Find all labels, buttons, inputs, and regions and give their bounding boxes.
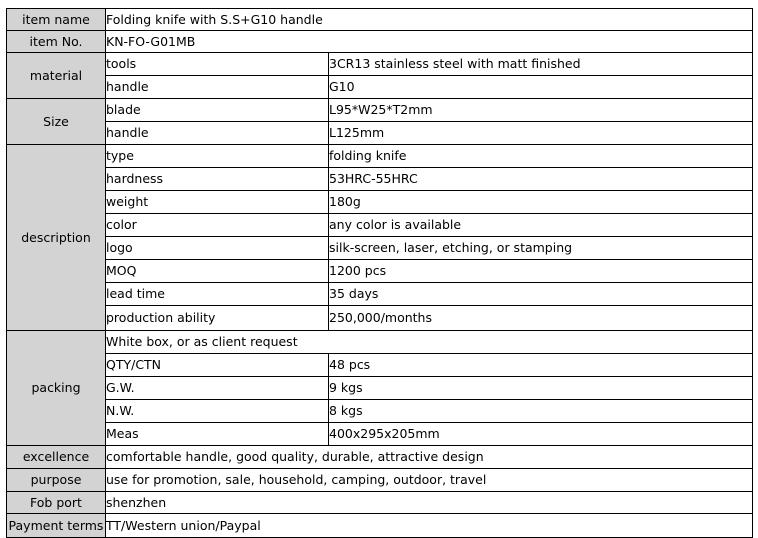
row-item-no [7,31,753,53]
row-packing-nw [7,400,753,423]
row-description-color [7,214,753,237]
row-description-production-ability [7,306,753,331]
item-no-label: item No. [7,31,106,53]
item-no-value: KN-FO-G01MB [106,31,753,53]
row-size-blade [7,99,753,122]
packing-key: N.W. [106,400,329,423]
row-fob-port [7,492,753,514]
description-key: lead time [106,283,329,306]
description-key: type [106,145,329,168]
row-item-name [7,9,753,31]
description-value: 250,000/months [329,306,753,331]
payment-terms-label: Payment terms [7,514,106,538]
row-description-hardness [7,168,753,191]
size-key: blade [106,99,329,122]
description-value: 180g [329,191,753,214]
packing-note: White box, or as client request [106,331,753,354]
fob-port-value: shenzhen [106,492,753,514]
row-material-handle [7,76,753,99]
product-spec-table [6,8,753,538]
packing-value: 48 pcs [329,354,753,377]
row-material-tools [7,53,753,76]
description-label: description [7,145,106,331]
purpose-label: purpose [7,469,106,492]
description-key: color [106,214,329,237]
description-value: silk-screen, laser, etching, or stamping [329,237,753,260]
row-excellence [7,446,753,469]
size-value: L125mm [329,122,753,145]
size-key: handle [106,122,329,145]
row-description-weight [7,191,753,214]
row-description-type [7,145,753,168]
description-key: production ability [106,306,329,331]
packing-value: 400x295x205mm [329,423,753,446]
description-key: MOQ [106,260,329,283]
excellence-label: excellence [7,446,106,469]
row-size-handle [7,122,753,145]
description-value: 1200 pcs [329,260,753,283]
row-description-moq [7,260,753,283]
packing-value: 8 kgs [329,400,753,423]
material-value: 3CR13 stainless steel with matt finished [329,53,753,76]
packing-label: packing [7,331,106,446]
excellence-value: comfortable handle, good quality, durable, attractive design [106,446,753,469]
description-key: weight [106,191,329,214]
packing-key: G.W. [106,377,329,400]
description-key: logo [106,237,329,260]
row-payment-terms [7,514,753,538]
row-description-lead-time [7,283,753,306]
packing-key: QTY/CTN [106,354,329,377]
fob-port-label: Fob port [7,492,106,514]
description-value: folding knife [329,145,753,168]
payment-terms-value: TT/Western union/Paypal [106,514,753,538]
packing-key: Meas [106,423,329,446]
row-packing-meas [7,423,753,446]
material-label: material [7,53,106,99]
material-key: tools [106,53,329,76]
description-value: 53HRC-55HRC [329,168,753,191]
item-name-label: item name [7,9,106,31]
item-name-value: Folding knife with S.S+G10 handle [106,9,753,31]
purpose-value: use for promotion, sale, household, camping, outdoor, travel [106,469,753,492]
description-value: 35 days [329,283,753,306]
size-value: L95*W25*T2mm [329,99,753,122]
packing-value: 9 kgs [329,377,753,400]
description-value: any color is available [329,214,753,237]
description-key: hardness [106,168,329,191]
row-packing-gw [7,377,753,400]
row-packing-qty [7,354,753,377]
material-value: G10 [329,76,753,99]
material-key: handle [106,76,329,99]
row-purpose [7,469,753,492]
row-description-logo [7,237,753,260]
size-label: Size [7,99,106,145]
row-packing-note [7,331,753,354]
